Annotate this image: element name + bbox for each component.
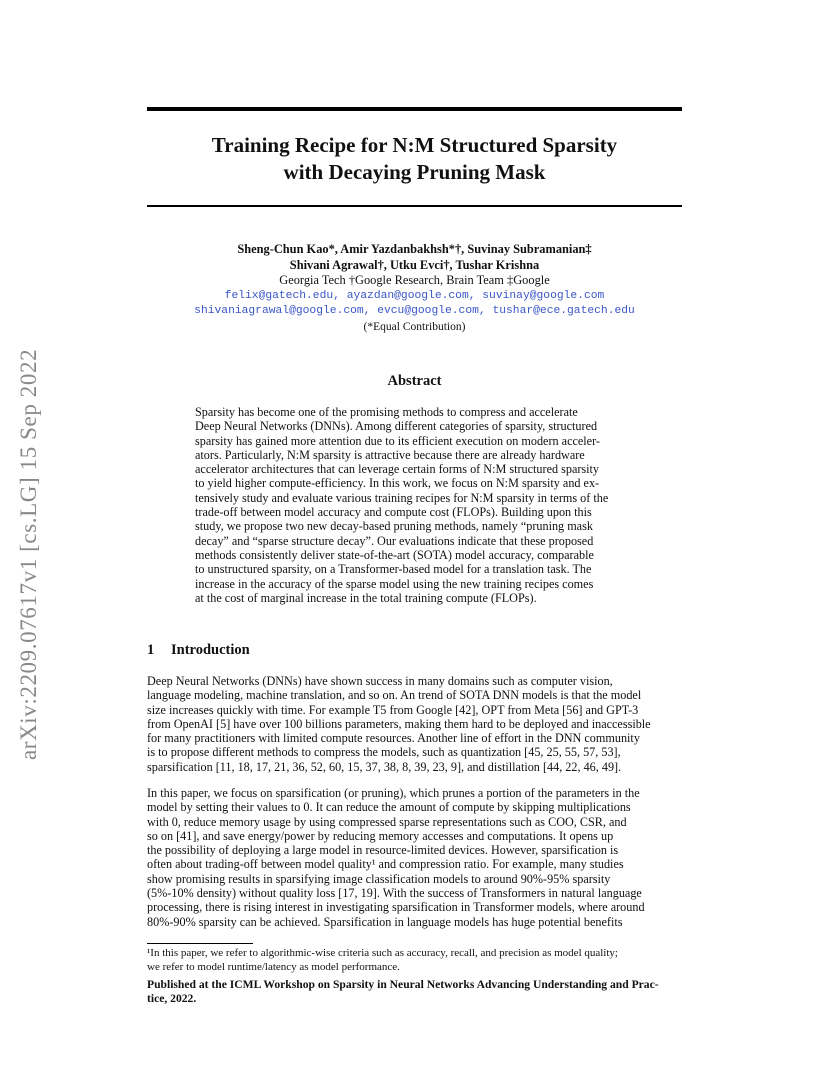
intro-p2-line: show promising results in sparsifying image classification models to around 90%-95% sparsity bbox=[147, 871, 611, 886]
intro-p1-line: sparsification [11, 18, 17, 21, 36, 52, 60, 15, 37, 38, 8, 39, 23, 9], and distillation [44, 22, 46, 49]. bbox=[147, 759, 622, 774]
intro-p2-line: model by setting their values to 0. It can reduce the amount of compute by skipping multiplications bbox=[147, 800, 631, 815]
author-block bbox=[147, 242, 682, 335]
intro-p2-line: with 0, reduce memory usage by using compressed sparse representations such as COO, CSR, and bbox=[147, 814, 627, 829]
abstract-line: to unstructured sparsity, on a Transformer-based model for a translation task. The bbox=[195, 562, 592, 577]
title-line-2: with Decaying Pruning Mask bbox=[283, 160, 546, 184]
abstract-line: study, we propose two new decay-based pruning methods, namely “pruning mask bbox=[195, 519, 593, 534]
paper-title bbox=[147, 132, 682, 186]
footnote bbox=[147, 947, 682, 974]
section-title: Introduction bbox=[171, 642, 250, 658]
intro-p1-line: language modeling, machine translation, and so on. An trend of SOTA DNN models is that the model bbox=[147, 688, 642, 703]
section-heading bbox=[147, 642, 250, 659]
title-line-1: Training Recipe for N:M Structured Sparsity bbox=[211, 133, 618, 157]
intro-paragraph-2 bbox=[147, 786, 682, 929]
intro-p2-line: so on [41], and save energy/power by reducing memory accesses and computations. It opens up bbox=[147, 828, 614, 843]
intro-p2-line: In this paper, we focus on sparsification (or pruning), which prunes a portion of the parameters in the bbox=[147, 786, 640, 800]
venue-note bbox=[147, 978, 682, 1006]
title-bottom-rule bbox=[147, 205, 682, 207]
abstract-line: trade-off between model accuracy and compute cost (FLOPs). Building upon this bbox=[195, 505, 592, 520]
intro-p1-line: from OpenAI [5] have over 100 billions parameters, making them hard to be deployed and inaccessible bbox=[147, 716, 651, 731]
abstract-line: to yield higher compute-efficiency. In this work, we focus on N:M sparsity and ex- bbox=[195, 476, 600, 491]
abstract-body bbox=[195, 405, 633, 605]
author-line-2: Shivani Agrawal†, Utku Evci†, Tushar Krishna bbox=[289, 257, 540, 272]
abstract-line: decay” and “sparse structure decay”. Our evaluations indicate that these proposed bbox=[195, 533, 594, 548]
intro-p1-line: is to propose different methods to compress the models, such as quantization [45, 25, 55, 57, 53], bbox=[147, 745, 621, 760]
abstract-line: tensively study and evaluate various training recipes for N:M sparsity in terms of the bbox=[195, 490, 609, 505]
intro-p1-line: for many practitioners with limited compute resources. Another line of effort in the DNN community bbox=[147, 731, 640, 746]
author-line-1: Sheng-Chun Kao*, Amir Yazdanbakhsh*†, Suvinay Subramanian‡ bbox=[237, 242, 592, 256]
footnote-rule bbox=[147, 943, 253, 944]
footnote-line-1: ¹In this paper, we refer to algorithmic-wise criteria such as accuracy, recall, and precision as model quality; bbox=[147, 947, 618, 959]
intro-p2-line: 80%-90% sparsity can be achieved. Sparsification in language models has huge potential benefits bbox=[147, 914, 623, 929]
footnote-line-2: we refer to model runtime/latency as model performance. bbox=[147, 960, 400, 973]
abstract-line: Deep Neural Networks (DNNs). Among different categories of sparsity, structured bbox=[195, 419, 598, 434]
intro-paragraph-1 bbox=[147, 674, 682, 774]
intro-p1-line: size increases quickly with time. For example T5 from Google [42], OPT from Meta [56] and GPT-3 bbox=[147, 702, 639, 717]
equal-contribution-note: (*Equal Contribution) bbox=[363, 320, 466, 333]
abstract-line: methods consistently deliver state-of-the-art (SOTA) model accuracy, comparable bbox=[195, 547, 594, 562]
abstract-line: Sparsity has become one of the promising methods to compress and accelerate bbox=[195, 405, 578, 419]
venue-line-2: tice, 2022. bbox=[147, 992, 197, 1005]
abstract-line: sparsity has gained more attention due to its efficient execution on modern acceler- bbox=[195, 433, 600, 448]
intro-p2-line: (5%-10% density) without quality loss [17, 19]. With the success of Transformers in natural language bbox=[147, 886, 642, 901]
abstract-line: at the cost of marginal increase in the total training compute (FLOPs). bbox=[195, 590, 537, 605]
email-line-1[interactable]: felix@gatech.edu, ayazdan@google.com, suvinay@google.com bbox=[224, 289, 605, 302]
abstract-line: accelerator architectures that can leverage certain forms of N:M structured sparsity bbox=[195, 462, 600, 477]
section-number: 1 bbox=[147, 642, 155, 658]
arxiv-stamp[interactable]: arXiv:2209.07617v1 [cs.LG] 15 Sep 2022 bbox=[16, 348, 41, 760]
abstract-heading: Abstract bbox=[387, 373, 442, 389]
venue-line-1: Published at the ICML Workshop on Sparsity in Neural Networks Advancing Understanding and Prac- bbox=[147, 978, 659, 991]
abstract-line: ators. Particularly, N:M sparsity is attractive because there are already hardware bbox=[195, 447, 585, 462]
intro-p2-line: the possibility of deploying a large model in resource-limited devices. However, sparsification is bbox=[147, 843, 619, 858]
abstract-line: increase in the accuracy of the sparse model using the new training recipes comes bbox=[195, 576, 594, 591]
title-top-rule bbox=[147, 107, 682, 111]
affiliations: Georgia Tech †Google Research, Brain Team ‡Google bbox=[279, 273, 550, 287]
intro-p2-line: processing, there is rising interest in investigating sparsification in Transformer models, where around bbox=[147, 900, 645, 915]
intro-p1-line: Deep Neural Networks (DNNs) have shown success in many domains such as computer vision, bbox=[147, 674, 613, 688]
intro-p2-line: often about trading-off between model quality¹ and compression ratio. For example, many studies bbox=[147, 857, 624, 872]
email-line-2[interactable]: shivaniagrawal@google.com, evcu@google.com, tushar@ece.gatech.edu bbox=[194, 305, 635, 317]
